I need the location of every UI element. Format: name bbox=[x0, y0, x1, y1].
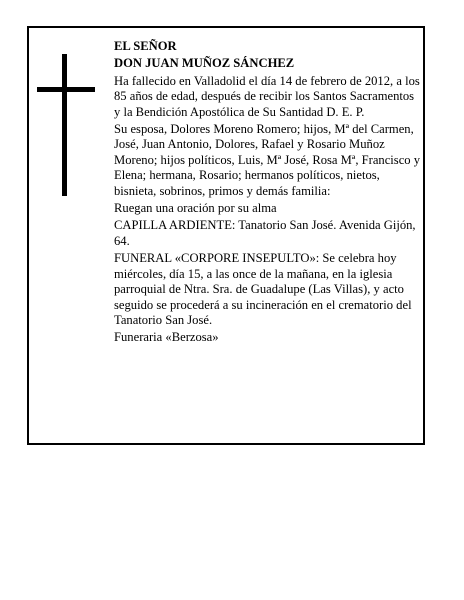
notice-heading: EL SEÑOR bbox=[114, 39, 177, 53]
funeral-information: FUNERAL «CORPORE INSEPULTO»: Se celebra hoy miércoles, día 15, a las once de la mañana, en la iglesia parroquial de Ntra. Sra. de Guadalupe (Las Villas), y acto seguido se procederá a su incineración en el crematorio del Tanatorio San José. bbox=[114, 251, 412, 327]
cross-vertical-bar bbox=[62, 54, 67, 196]
notice-text bbox=[114, 39, 421, 348]
chapel-information: CAPILLA ARDIENTE: Tanatorio San José. Avenida Gijón, 64. bbox=[114, 218, 416, 248]
family-list: Su esposa, Dolores Moreno Romero; hijos, Mª del Carmen, José, Juan Antonio, Dolores, Rafael y Rosario Muñoz Moreno; hijos políticos, Luis, Mª José, Rosa Mª, Francisco y Elena; hermana, Rosario; hermanos políticos, nietos, bisnieta, sobrinos, primos y demás familia: bbox=[114, 122, 421, 198]
death-announcement: Ha fallecido en Valladolid el día 14 de febrero de 2012, a los 85 años de edad, después de recibir los Santos Sacramentos y la Bendición Apostólica de Su Santidad D. E. P. bbox=[114, 73, 420, 119]
cross-horizontal-bar bbox=[37, 87, 95, 92]
prayer-request: Ruegan una oración por su alma bbox=[114, 201, 277, 216]
funeral-home: Funeraria «Berzosa» bbox=[114, 330, 219, 345]
deceased-name: DON JUAN MUÑOZ SÁNCHEZ bbox=[114, 56, 295, 71]
cross-icon bbox=[37, 54, 95, 196]
